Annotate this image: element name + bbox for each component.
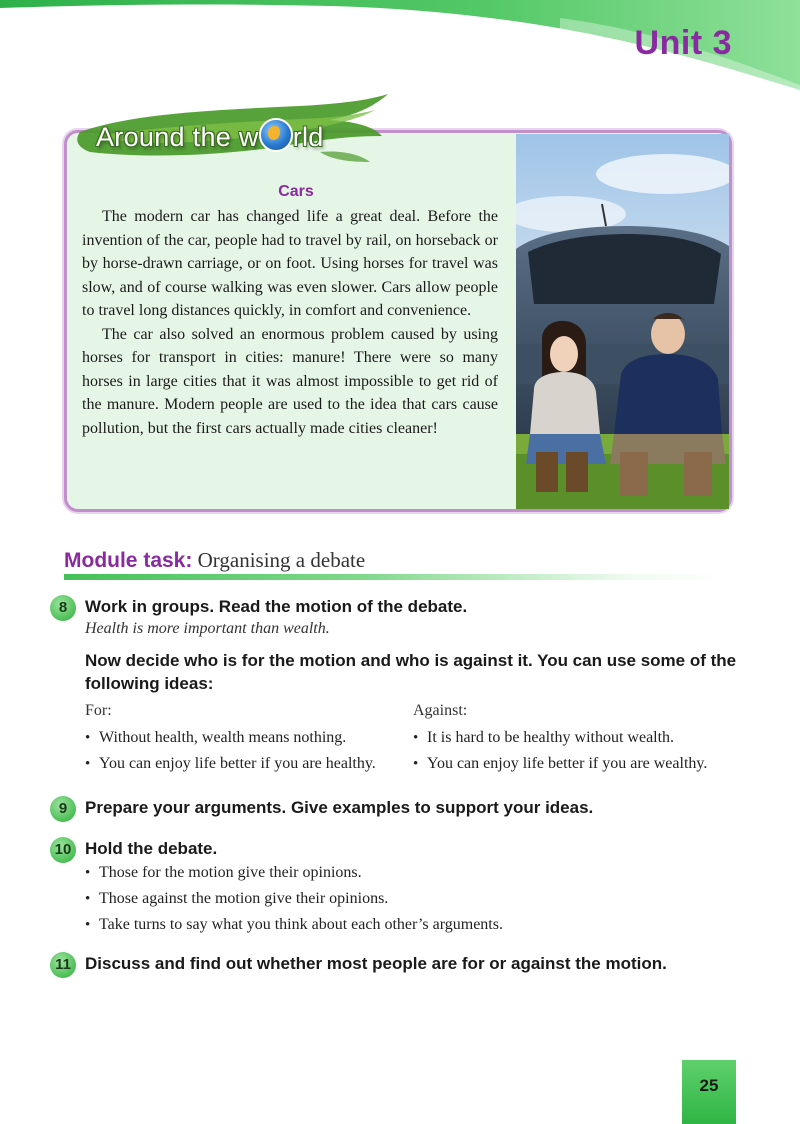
task-8-instruction-2: Now decide who is for the motion and who is against it. You can use some of the following ideas:: [85, 651, 737, 693]
task-10-instruction: Hold the debate.: [85, 839, 218, 858]
against-label: Against:: [413, 702, 468, 719]
title-after: rld: [292, 122, 324, 152]
module-task-heading: [64, 548, 365, 573]
task-number-9: 9: [50, 796, 76, 822]
task-number-11: 11: [50, 952, 76, 978]
globe-icon: [259, 118, 293, 152]
around-the-world-title: [96, 118, 324, 153]
title-before: Around the w: [96, 122, 259, 152]
list-item: • Those for the motion give their opinions.: [85, 860, 750, 886]
module-underline: [64, 574, 724, 580]
against-column: [413, 700, 707, 777]
car-photo: [516, 134, 729, 509]
task-11: [50, 952, 750, 975]
task-10: [50, 837, 750, 938]
article-paragraph: The car also solved an enormous problem caused by using horses for transport in cities: manure! There were so many horses in large cities that it was almost impossible to get rid of the manure. Modern people are used to the idea that cars cause pollution, but the first cars actually made cities cleaner!: [82, 325, 498, 437]
list-item: • Take turns to say what you think about each other’s arguments.: [85, 912, 750, 938]
task-10-list: [85, 860, 750, 938]
page-number: 25: [699, 1076, 719, 1095]
for-column: [85, 700, 376, 777]
task-11-instruction: Discuss and find out whether most people are for or against the motion.: [85, 954, 667, 973]
module-label: Module task:: [64, 549, 193, 572]
task-9: [50, 796, 750, 819]
for-item: • You can enjoy life better if you are healthy.: [85, 751, 376, 777]
against-item: • It is hard to be healthy without wealth.: [413, 725, 707, 751]
article: [82, 183, 498, 440]
task-number-10: 10: [50, 837, 76, 863]
module-subtitle: Organising a debate: [197, 548, 366, 572]
article-title: Cars: [278, 183, 314, 200]
unit-label: Unit 3: [634, 24, 732, 62]
task-9-instruction: Prepare your arguments. Give examples to support your ideas.: [85, 798, 594, 817]
article-paragraph: The modern car has changed life a great deal. Before the invention of the car, people had to travel by rail, on horseback or by horse-drawn carriage, or on foot. Using horses for travel was slow, and of course walking was even slower. Cars allow people to travel long distances quickly, in comfort and convenience.: [82, 208, 498, 319]
for-against-columns: [85, 700, 750, 778]
task-8: [50, 595, 750, 778]
for-label: For:: [85, 702, 112, 719]
list-item: • Those against the motion give their opinions.: [85, 886, 750, 912]
against-item: • You can enjoy life better if you are wealthy.: [413, 751, 707, 777]
task-number-8: 8: [50, 595, 76, 621]
task-8-instruction: Work in groups. Read the motion of the debate.: [85, 597, 468, 616]
task-8-motion: Health is more important than wealth.: [85, 620, 330, 637]
for-item: • Without health, wealth means nothing.: [85, 725, 376, 751]
